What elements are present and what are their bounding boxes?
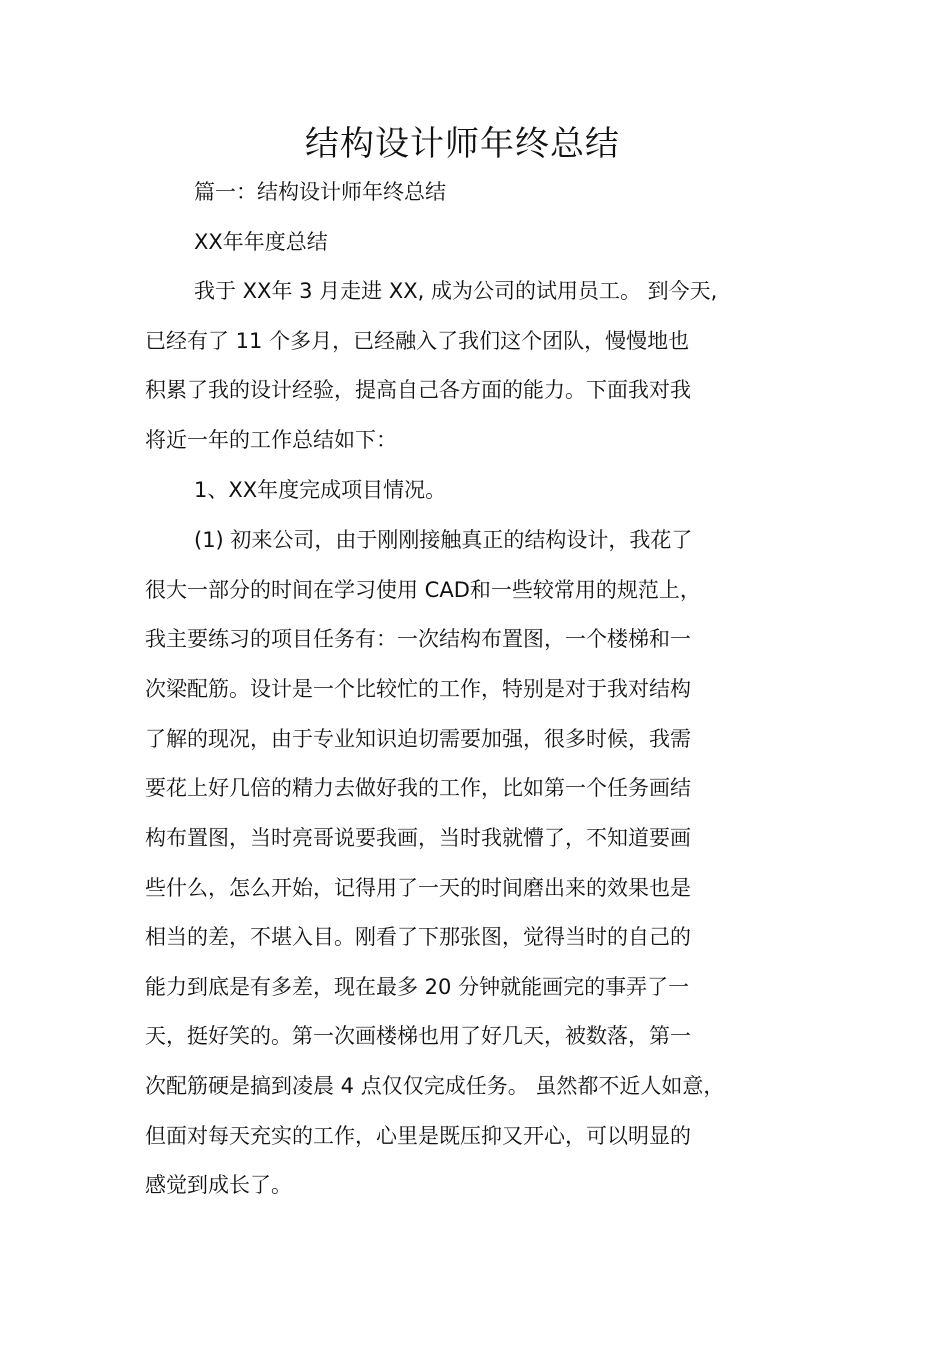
paragraph-line: (1) 初来公司，由于刚刚接触真正的结构设计，我花了: [194, 528, 693, 552]
subtitle: 篇一：结构设计师年终总结: [194, 180, 446, 204]
paragraph-line: 很大一部分的时间在学习使用 CAD和一些较常用的规范上，: [145, 578, 701, 602]
paragraph-line: 我于 XX年 3 月走进 XX, 成为公司的试用员工。 到今天,: [194, 279, 718, 303]
paragraph-line: 些什么，怎么开始，记得用了一天的时间磨出来的效果也是: [145, 876, 691, 900]
paragraph-line: 我主要练习的项目任务有：一次结构布置图，一个楼梯和一: [145, 627, 691, 651]
paragraph-line: 将近一年的工作总结如下：: [145, 428, 397, 452]
paragraph-line: 能力到底是有多差，现在最多 20 分钟就能画完的事弄了一: [145, 975, 690, 999]
section-1-heading: 1、XX年度完成项目情况。: [194, 478, 447, 502]
document-title: 结构设计师年终总结: [305, 124, 620, 164]
paragraph-line: 要花上好几倍的精力去做好我的工作，比如第一个任务画结: [145, 776, 691, 800]
paragraph-line: 已经有了 11 个多月，已经融入了我们这个团队，慢慢地也: [145, 329, 690, 353]
paragraph-line: 但面对每天充实的工作，心里是既压抑又开心，可以明显的: [145, 1124, 691, 1148]
section-heading: XX年年度总结: [194, 230, 328, 254]
paragraph-line: 次梁配筋。设计是一个比较忙的工作，特别是对于我对结构: [145, 677, 691, 701]
paragraph-line: 天，挺好笑的。第一次画楼梯也用了好几天，被数落，第一: [145, 1024, 691, 1048]
paragraph-line: 了解的现况，由于专业知识迫切需要加强，很多时候，我需: [145, 727, 691, 751]
paragraph-line: 感觉到成长了。: [145, 1173, 292, 1197]
paragraph-line: 构布置图，当时亮哥说要我画，当时我就懵了，不知道要画: [145, 826, 691, 850]
paragraph-line: 积累了我的设计经验，提高自己各方面的能力。下面我对我: [145, 378, 691, 402]
paragraph-line: 次配筋硬是搞到凌晨 4 点仅仅完成任务。 虽然都不近人如意，: [145, 1074, 725, 1098]
paragraph-line: 相当的差，不堪入目。刚看了下那张图，觉得当时的自己的: [145, 925, 691, 949]
